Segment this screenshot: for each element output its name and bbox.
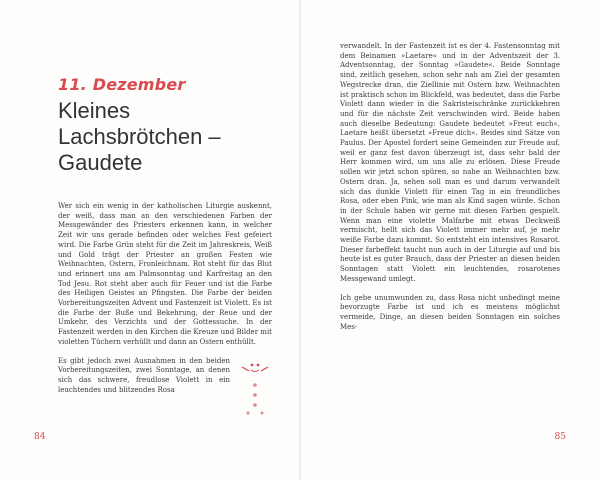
chapter-title-line1: Kleines Lachsbrötchen –	[58, 98, 221, 149]
paragraph-with-figure	[58, 357, 272, 425]
body-paragraph: verwandelt. In der Fastenzeit ist es der 4. Fastensonntag mit dem Beinamen »Laetare« und in der Adventszeit der 3. Adventsonntag, der Sonntag »Gaudete«. Beide Sonntage sind, zeitlich gesehen, schon sehr nah am Ziel der gesamten Wegstrecke dran, die Ziellinie mit Ostern bzw. Weihnachten ist praktisch schon im Blickfeld, was bedeutet, dass die Farbe Violett dann wieder in die Sakristeischränke zurückkehren und für die nächste Zeit verschwinden wird. Beide haben auch dieselbe Bedeutung: Gaudete bedeutet »Freut euch«, Laetare heißt übersetzt »Freue dich«. Beides sind Sätze von Paulus. Der Apostel fordert seine Gemeinden zur Freude auf, weil er ganz fest davon überzeugt ist, dass sehr bald der Herr kommen wird, um uns alle zu erlösen. Diese Freude sollen wir jetzt schon spüren, so nahe an Weihnachten bzw. Ostern dran. Ja, sehen soll man es und darum verwandelt sich das dunkle Violett für einen Tag in ein freundliches Rosa, oder eben Pink, wie man als Kind sagen würde. Schon in der Schule haben wir gerne mit diesen Farben gespielt. Wenn man eine violette Malfarbe mit etwas Deckweiß vermischt, hellt sich das Violett immer mehr auf, je mehr weiße Farbe dazu kommt. So entsteht ein intensives Rosarot. Dieser farbeffekt taucht nun auch in der Liturgie auf und bis heute ist es guter Brauch, dass der Priester an diesen beiden Sonntagen statt Violett ein leuchtendes, rosarotenes Messgewand umlegt.	[340, 42, 560, 283]
page-number-right: 85	[554, 432, 566, 442]
body-paragraph: Es gibt jedoch zwei Ausnahmen in den beiden Vorbereitungszeiten, zwei Sonntage, an denen sich das schwere, freudlose Violett in ein leuchtendes und blitzendes Rosa	[58, 356, 230, 394]
snowman-icon	[238, 355, 272, 425]
chapter-title	[58, 98, 272, 176]
chapter-title-line2: Gaudete	[58, 150, 143, 175]
body-paragraph: Ich gebe unumwunden zu, dass Rosa nicht unbedingt meine bevorzugte Farbe ist und ich es meistens möglichst vermeide, Dinge, an diesen beiden Sonntagen ein solches Mes-	[340, 293, 560, 331]
page-number-left: 84	[34, 432, 46, 442]
chapter-date: 11. Dezember	[58, 75, 186, 94]
body-paragraph: Wer sich ein wenig in der katholischen Liturgie auskennt, der weiß, dass man an den verschiedenen Farben der Messgewänder des Priesters erkennen kann, in welcher Zeit wir uns gerade befinden oder welches Fest gefeiert wird. Die Farbe Grün steht für die Zeit im Jahreskreis, Weiß und Gold trägt der Priester an großen Festen wie Weihnachten, Ostern, Fronleichnam. Rot steht für das Blut und erinnert uns am Palmsonntag und Karfreitag an den Tod Jesu. Rot steht aber auch für Feuer und ist die Farbe des Heiligen Geistes an Pfingsten. Die Farbe der beiden Vorbereitungszeiten Advent und Fastenzeit ist Violett. Es ist die Farbe der Buße und Bekehrung, der Reue und der Umkehr, des Verzichts und der Gottessuche. In der Fastenzeit werden in den Kirchen die Kreuze und Bilder mit violetten Tüchern verhüllt und dann an Ostern enthüllt.	[58, 202, 272, 346]
right-page	[300, 0, 600, 480]
